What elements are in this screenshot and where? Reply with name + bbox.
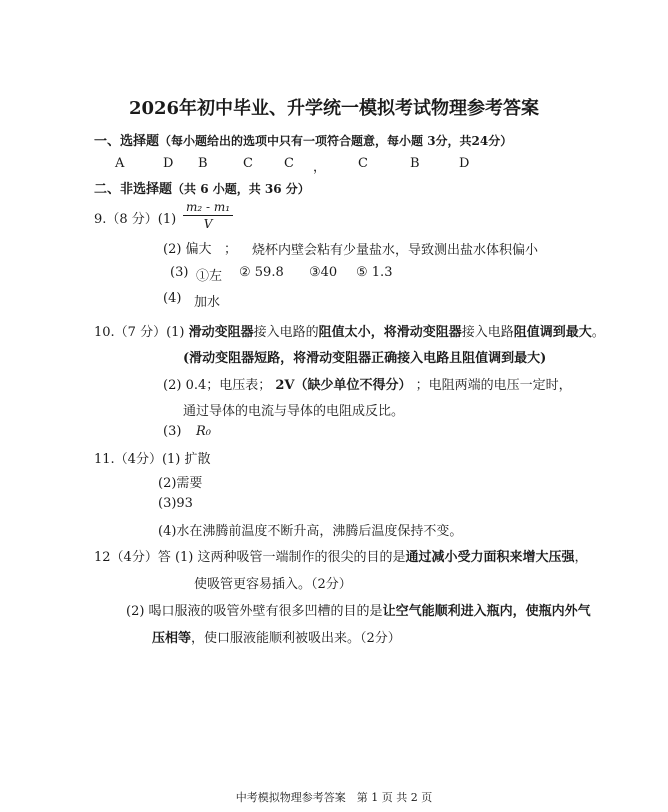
q10-part2-label: (2) — [163, 378, 182, 393]
q10-text: ，将 — [370, 325, 397, 340]
section2-heading-line — [94, 178, 310, 197]
q10-text: 。 — [591, 325, 605, 340]
q12-part2-a: (2) 喝口服液的吸管外壁有很多凹槽的目的是 — [126, 604, 383, 619]
q12-label: 12（4分）答 — [94, 550, 171, 565]
q9-part3-item: ③40 — [309, 265, 338, 280]
q12-line2: 使吸管更容易插入。（2分） — [194, 577, 352, 592]
q12-part1-a: (1) 这两种吸管一端制作的很尖的目的是 — [174, 550, 406, 565]
q10-part3-symbol: R₀ — [196, 424, 211, 439]
q9-part4-label: (4) — [163, 291, 182, 306]
q9-part3-label: (3) — [170, 265, 189, 280]
choice-answer: D — [163, 156, 174, 171]
q10-part3-label: (3) — [163, 424, 182, 439]
q10-term: 阻值调到最大 — [513, 325, 592, 340]
choice-answer: A — [115, 156, 125, 171]
q10-text: 接入电路 — [461, 325, 514, 340]
q11-label: 11.（4分）(1) — [94, 452, 181, 467]
section2-heading: 二、非选择题 — [94, 182, 173, 197]
q10-line2: (滑动变阻器短路，将滑动变阻器正确接入电路且阻值调到最大) — [183, 351, 547, 366]
q10-term: 滑动变阻器 — [396, 325, 462, 340]
choice-answer: C — [284, 156, 294, 171]
q9-part3-item: ② 59.8 — [239, 265, 284, 280]
q9-part3-item: ⑤ 1.3 — [356, 265, 393, 280]
q9-part2-sep: ； — [224, 242, 238, 257]
q9-part3-item: ①左 — [196, 269, 223, 284]
q10-line3 — [163, 374, 572, 393]
page-footer: 中考模拟物理参考答案 第 1 页 共 2 页 — [235, 791, 433, 804]
q12-part2-d: ，使口服液能顺利被吸出来。（2分） — [191, 631, 401, 646]
q9-part4-text: 加水 — [194, 295, 221, 310]
choice-answer: C — [243, 156, 253, 171]
q10-term: 阻值太小 — [318, 325, 371, 340]
density-formula — [183, 200, 233, 231]
q12-line3 — [126, 600, 591, 619]
q9-part2-label: (2) 偏大 — [163, 242, 212, 257]
q12-line1 — [94, 546, 588, 565]
q11-part4: (4)水在沸腾前温度不断升高，沸腾后温度保持不变。 — [158, 524, 463, 539]
choice-answer: ， — [313, 160, 327, 175]
q10-line1 — [94, 321, 605, 340]
q11-part3: (3)93 — [158, 496, 193, 511]
q11-part2: (2)需要 — [158, 476, 203, 491]
q10-line4: 通过导体的电流与导体的电阻成反比。 — [183, 404, 405, 419]
section2-note: （共 6 小题，共 36 分） — [172, 182, 310, 196]
formula-denominator: V — [203, 217, 213, 231]
q10-part2-c: ；电阻两端的电压一定时， — [415, 378, 572, 393]
q12-line4 — [152, 627, 401, 646]
page-title: 2026年初中毕业、升学统一模拟考试物理参考答案 — [128, 98, 540, 119]
choice-answer: D — [459, 156, 470, 171]
q11-line1 — [94, 448, 211, 467]
choice-answer: C — [358, 156, 368, 171]
q9-label: 9.（8 分）(1) — [94, 212, 177, 227]
q10-part2-a: 0.4；电压表； — [185, 378, 272, 393]
q11-part1: 扩散 — [184, 452, 211, 467]
q10-label: 10.（7 分）(1) — [94, 325, 185, 340]
q9-part2-text: 烧杯内壁会粘有少量盐水，导致测出盐水体积偏小 — [252, 243, 539, 258]
choice-answer: B — [410, 156, 420, 171]
q12-part2-b: 让空气能顺利进入瓶内，使瓶内外气 — [382, 604, 591, 619]
q10-part2-b: 2V（缺少单位不得分） — [275, 378, 412, 393]
q10-text: 接入电路的 — [253, 325, 319, 340]
q12-part1-b: 通过减小受力面积来增大压强 — [405, 550, 575, 565]
section1-note: （每小题给出的选项中只有一项符合题意，每小题 3分，共24分） — [159, 134, 513, 148]
formula-numerator: m₂ - m₁ — [183, 200, 233, 216]
choice-answer: B — [198, 156, 208, 171]
section1-heading-line — [94, 130, 512, 149]
q10-term: 滑动变阻器 — [188, 325, 254, 340]
q12-part2-c: 压相等 — [152, 631, 192, 646]
q12-part1-c: ， — [574, 550, 588, 565]
section1-heading: 一、选择题 — [94, 134, 160, 149]
